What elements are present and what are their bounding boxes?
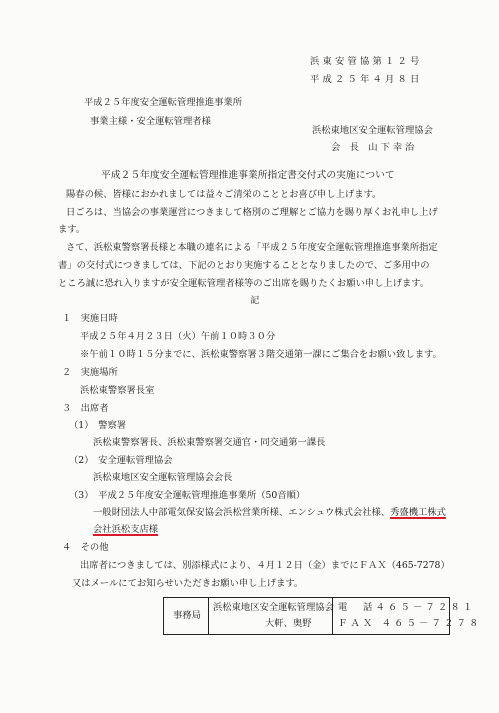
document-date: 平成２５年４月８日 [310, 74, 423, 85]
item-2-place: 浜松東警察署長室 [80, 385, 155, 396]
item-1-note: ※午前１０時１５分までに、浜松東警察署３階交通第一課にご集合をお願い致します。 [80, 349, 442, 360]
office-fax: ＦＡＸ ４６５－７２７８ [338, 618, 482, 629]
recipient-line-2: 事業主様・安全運転管理者様 [90, 116, 211, 127]
contact-box [163, 597, 482, 635]
highlighted-company: 秀盛機工株式 [390, 507, 446, 518]
office-label: 事務局 [173, 610, 201, 621]
item-3-1-text: 浜松東警察署長、浜松東警察署交通官・同交通第一課長 [93, 437, 326, 448]
office-organization: 浜松東地区安全運転管理協会 [213, 602, 334, 613]
item-4-text-b: 又はメールにてお知らせいただきお願い申し上げます。 [72, 578, 304, 589]
body-paragraph-1: 陽春の候、皆様におかれましては益々ご清栄のこととお喜び申し上げます。 [66, 189, 382, 200]
item-3-1-label: （1） 警察署 [69, 420, 127, 431]
body-paragraph-3c: ところ誠に恐れ入りますが安全運転管理者様等のご出席を賜りたくお願い申し上げます。 [58, 278, 430, 289]
recipient-line-1: 平成２５年度安全運転管理推進事業所 [84, 97, 243, 108]
body-paragraph-3a: さて、浜松東警察署長様と本職の連名による「平成２５年度安全運転管理推進事業所指定 [66, 242, 438, 253]
item-3-3-label: （3） 平成２５年度安全運転管理推進事業所（50音順） [69, 490, 306, 501]
document-number: 浜東安管協第１２号 [310, 56, 423, 67]
item-1-date: 平成２５年４月２３日（火）午前１０時３０分 [80, 331, 276, 342]
highlighted-company-continued: 会社浜松支店様 [93, 524, 159, 535]
ki-heading: 記 [250, 295, 260, 306]
office-phone: 電 話４６５－７２８１ [338, 602, 476, 613]
office-persons: 大軒、奥野 [265, 618, 312, 629]
sender-name: 会 長 山 下 幸 治 [331, 142, 415, 153]
item-1-label: １ 実施日時 [62, 313, 118, 324]
item-3-2-text: 浜松東地区安全運転管理協会会長 [93, 472, 233, 483]
item-3-2-label: （2） 安全運転管理協会 [69, 455, 173, 466]
document-title: 平成２５年度安全運転管理推進事業所指定書交付式の実施について [101, 170, 395, 181]
body-paragraph-3b: 書」の交付式につきましては、下記のとおり実施することとなりましたので、ご多用中の [58, 260, 430, 271]
item-4-label: ４ その他 [62, 542, 109, 553]
item-4-text-a: 出席者につきましては、別添様式により、４月１２日（金）までにＦＡＸ（465-7278） [80, 560, 450, 571]
sender-organization: 浜松東地区安全運転管理協会 [312, 125, 433, 136]
attendee-list-text: 一般財団法人中部電気保安協会浜松営業所様、エンシュウ株式会社様、 [93, 507, 391, 518]
body-paragraph-2a: 日ごろは、当協会の事業運営につきまして格別のご理解とご協力を賜り厚くお礼申し上げ [66, 207, 438, 218]
item-2-label: ２ 実施場所 [62, 367, 118, 378]
item-3-3-text [93, 507, 446, 518]
item-3-label: ３ 出席者 [62, 403, 109, 414]
body-paragraph-2b: ます。 [58, 224, 86, 235]
